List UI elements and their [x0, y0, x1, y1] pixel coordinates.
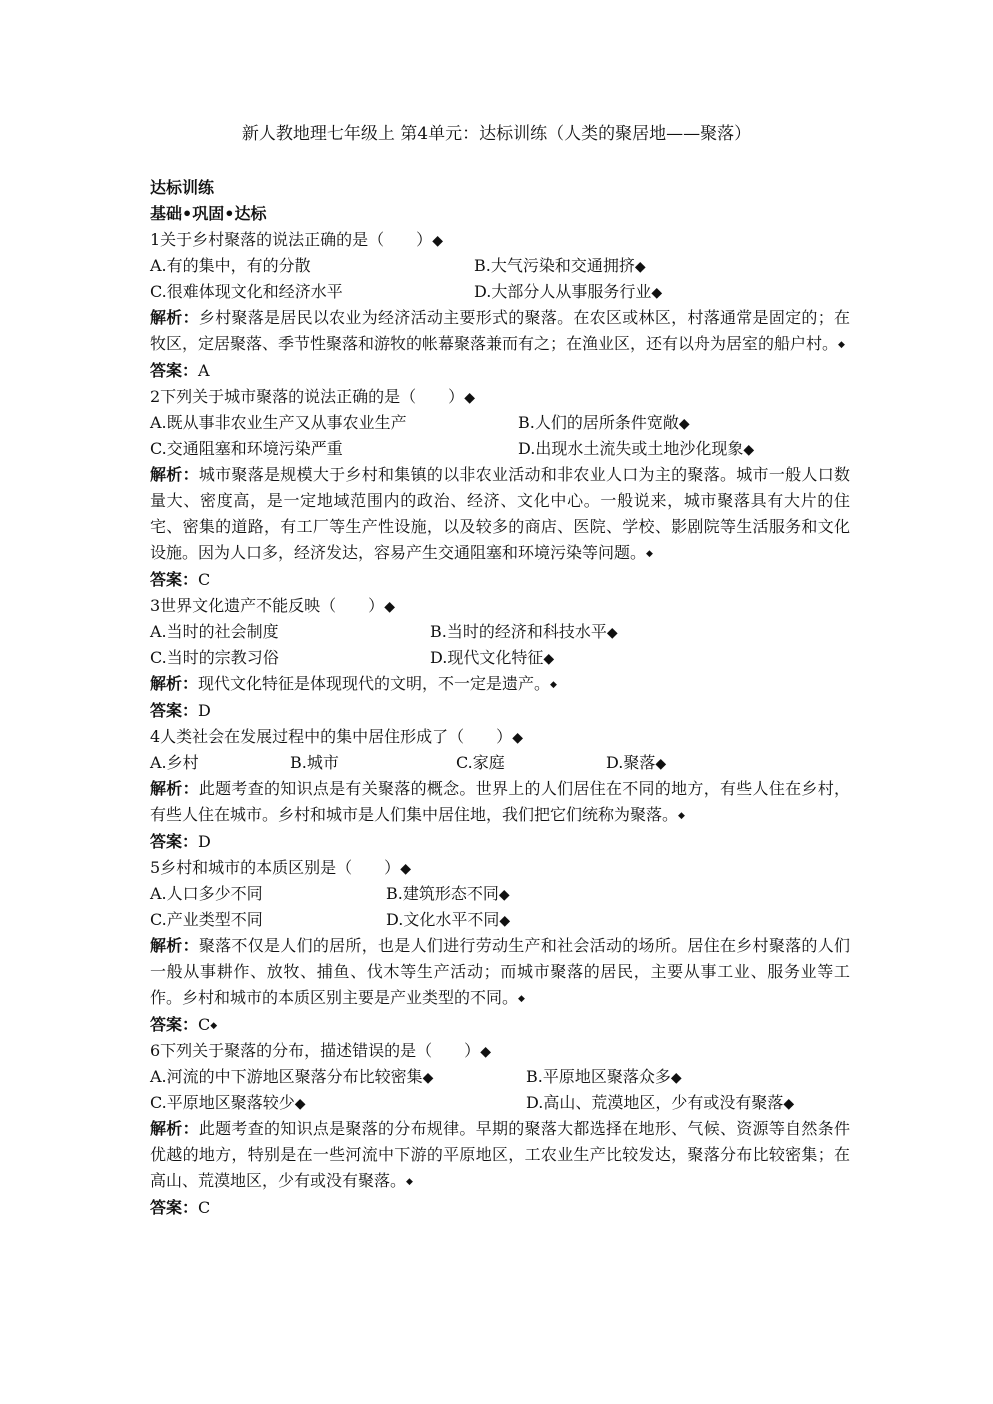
question-3: 3世界文化遗产不能反映（ ）◆ [150, 596, 395, 615]
answer-6: 答案：C [150, 1198, 211, 1217]
analysis-1: 解析：乡村聚落是居民以农业为经济活动主要形式的聚落。在农区或林区，村落通常是固定的；在牧区，定居聚落、季节性聚落和游牧的帐幕聚落兼而有之；在渔业区，还有以舟为居室的船户村。◆ [150, 308, 850, 353]
options-row [150, 410, 850, 436]
option-c: C.平原地区聚落较少◆ [150, 1093, 306, 1112]
options-row [150, 907, 850, 933]
page-title: 新人教地理七年级上 第4单元：达标训练（人类的聚居地——聚落） [241, 124, 752, 144]
answer-1: 答案：A [150, 361, 210, 380]
diamond-icon: ◆ [400, 861, 411, 877]
options-row [150, 279, 850, 305]
diamond-icon: ◆ [432, 233, 443, 249]
option-b: B.大气污染和交通拥挤◆ [474, 256, 646, 275]
option-c: C.当时的宗教习俗 [150, 648, 279, 667]
options-row [150, 619, 850, 645]
content [150, 175, 850, 1221]
question-5: 5乡村和城市的本质区别是（ ）◆ [150, 858, 411, 877]
analysis-3: 解析：现代文化特征是体现现代的文明，不一定是遗产。◆ [150, 674, 557, 693]
option-a: A.乡村 [150, 753, 199, 772]
diamond-icon: ◆ [384, 599, 395, 615]
options-row [150, 645, 850, 671]
option-b: B.城市 [290, 753, 339, 772]
options-row [150, 750, 850, 776]
question-4: 4人类社会在发展过程中的集中居住形成了（ ）◆ [150, 727, 523, 746]
analysis-4: 解析：此题考查的知识点是有关聚落的概念。世界上的人们居住在不同的地方，有些人住在乡村，有些人住在城市。乡村和城市是人们集中居住地，我们把它们统称为聚落。◆ [150, 779, 850, 824]
option-c: C.产业类型不同 [150, 910, 263, 929]
option-b: B.建筑形态不同◆ [386, 884, 510, 903]
option-c: C.很难体现文化和经济水平 [150, 282, 343, 301]
option-b: B.人们的居所条件宽敞◆ [518, 413, 690, 432]
option-a: A.当时的社会制度 [150, 622, 279, 641]
option-a: A.人口多少不同 [150, 884, 263, 903]
option-d: D.聚落◆ [606, 753, 667, 772]
analysis-2: 解析：城市聚落是规模大于乡村和集镇的以非农业活动和非农业人口为主的聚落。城市一般人口数量大、密度高，是一定地域范围内的政治、经济、文化中心。一般说来，城市聚落具有大片的住宅、密集的道路，有工厂等生产性设施，以及较多的商店、医院、学校、影剧院等生活服务和文化设施。因为人口多，经济发达，容易产生交通阻塞和环境污染等问题。◆ [150, 465, 850, 562]
option-b: B.当时的经济和科技水平◆ [430, 622, 618, 641]
options-row [150, 436, 850, 462]
analysis-5: 解析：聚落不仅是人们的居所，也是人们进行劳动生产和社会活动的场所。居住在乡村聚落的人们一般从事耕作、放牧、捕鱼、伐木等生产活动；而城市聚落的居民，主要从事工业、服务业等工作。乡村和城市的本质区别主要是产业类型的不同。◆ [150, 936, 850, 1007]
question-1: 1关于乡村聚落的说法正确的是（ ）◆ [150, 230, 443, 249]
option-c: C.交通阻塞和环境污染严重 [150, 439, 343, 458]
subsection-heading: 基础•巩固•达标 [150, 204, 267, 223]
option-a: A.既从事非农业生产又从事农业生产 [150, 413, 407, 432]
options-row [150, 881, 850, 907]
question-6: 6下列关于聚落的分布，描述错误的是（ ）◆ [150, 1041, 491, 1060]
answer-4: 答案：D [150, 832, 211, 851]
options-row [150, 1064, 850, 1090]
option-a: A.河流的中下游地区聚落分布比较密集◆ [150, 1067, 434, 1086]
option-a: A.有的集中，有的分散 [150, 256, 311, 275]
diamond-icon: ◆ [464, 390, 475, 406]
options-row [150, 1090, 850, 1116]
option-c: C.家庭 [456, 753, 505, 772]
answer-3: 答案：D [150, 701, 211, 720]
options-row [150, 253, 850, 279]
answer-5: 答案：C◆ [150, 1015, 218, 1034]
option-d: D.文化水平不同◆ [386, 910, 511, 929]
option-b: B.平原地区聚落众多◆ [526, 1067, 682, 1086]
diamond-icon: ◆ [480, 1044, 491, 1060]
option-d: D.高山、荒漠地区，少有或没有聚落◆ [526, 1093, 795, 1112]
section-heading: 达标训练 [150, 178, 215, 197]
diamond-icon: ◆ [512, 730, 523, 746]
option-d: D.大部分人从事服务行业◆ [474, 282, 663, 301]
option-d: D.出现水土流失或土地沙化现象◆ [518, 439, 755, 458]
option-d: D.现代文化特征◆ [430, 648, 555, 667]
analysis-6: 解析：此题考查的知识点是聚落的分布规律。早期的聚落大都选择在地形、气候、资源等自然条件优越的地方，特别是在一些河流中下游的平原地区，工农业生产比较发达，聚落分布比较密集；在高山、荒漠地区，少有或没有聚落。◆ [150, 1119, 850, 1190]
answer-2: 答案：C [150, 570, 211, 589]
question-2: 2下列关于城市聚落的说法正确的是（ ）◆ [150, 387, 475, 406]
